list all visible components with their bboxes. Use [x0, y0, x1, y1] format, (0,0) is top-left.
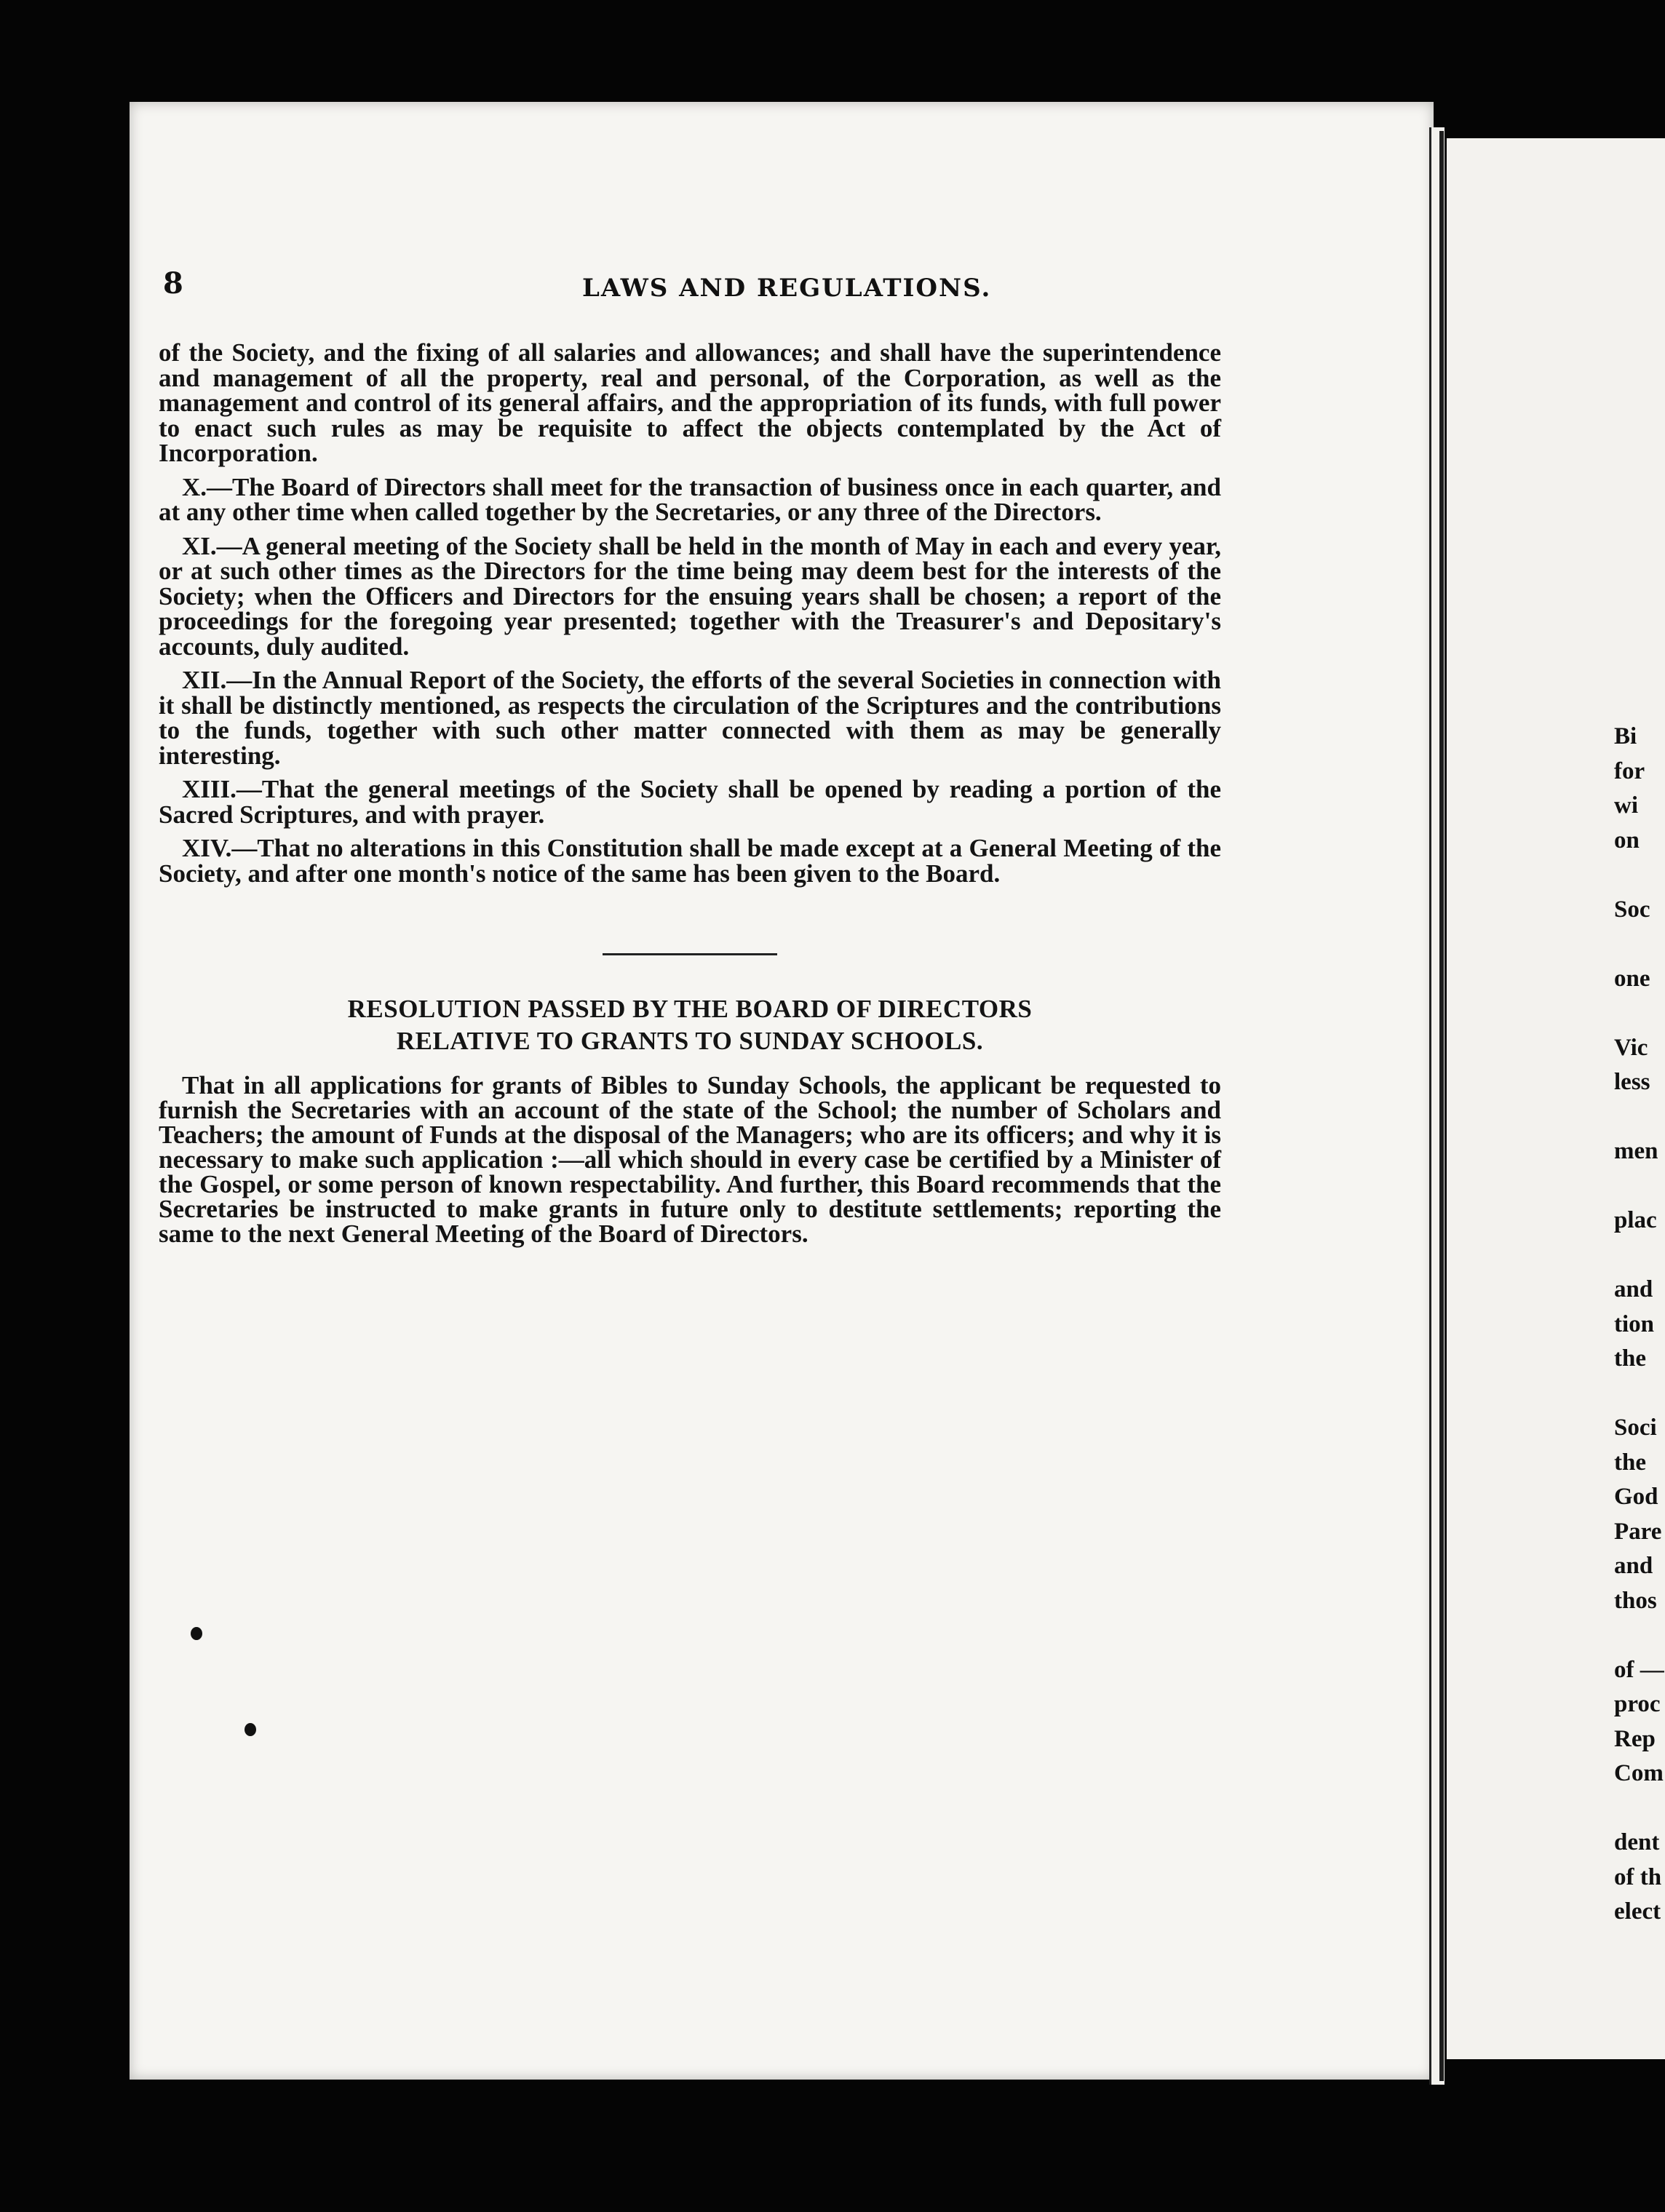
article-x: X.—The Board of Directors shall meet for the transaction of business once in each quarter, and at any other time when called together by the Secretaries, or any three of the Directors. — [159, 472, 1221, 526]
facing-line: plac — [1614, 1207, 1657, 1233]
facing-line: the — [1614, 1345, 1646, 1372]
facing-line: men — [1614, 1138, 1658, 1164]
facing-line: God — [1614, 1484, 1658, 1510]
facing-line: tion — [1614, 1310, 1655, 1337]
facing-line: for — [1614, 757, 1645, 784]
ink-speck — [191, 1627, 202, 1640]
resolution-heading-line-1: RESOLUTION PASSED BY THE BOARD OF DIRECTORS — [347, 995, 1033, 1023]
spine-line — [1439, 131, 1444, 2081]
facing-line: Rep — [1614, 1725, 1656, 1752]
article-xi: XI.—A general meeting of the Society shall be held in the month of May in each and every year, or at such other times as the Directors for the time being may deem best for the interests of the Society; when the Officers and Directors for the ensuing years shall be chosen; a report of the proceedings for the foregoing year presented; together with the Treasurer's and Depositary's accounts, duly audited. — [159, 531, 1221, 661]
article-xiv: XIV.—That no alterations in this Constitution shall be made except at a General Meeting of the Society, and after one month's notice of the same has been given to the Board. — [159, 834, 1221, 888]
facing-page-text — [1614, 720, 1664, 1930]
article-xiii: XIII.—That the general meetings of the Society shall be opened by reading a portion of the Sacred Scriptures, and with prayer. — [159, 775, 1221, 829]
section-divider — [603, 953, 777, 955]
facing-line: Com — [1614, 1760, 1664, 1786]
resolution-heading — [159, 993, 1221, 1057]
facing-line — [1614, 1239, 1664, 1272]
running-title: LAWS AND REGULATIONS. — [582, 274, 992, 303]
facing-line: elect — [1614, 1898, 1661, 1925]
facing-line — [1614, 1101, 1664, 1134]
facing-line: on — [1614, 827, 1640, 854]
facing-line: of — — [1614, 1656, 1664, 1683]
facing-line: Pare — [1614, 1518, 1662, 1545]
facing-line — [1614, 997, 1664, 1030]
facing-line — [1614, 1170, 1664, 1203]
facing-line — [1614, 928, 1664, 960]
facing-line: Soci — [1614, 1415, 1657, 1441]
main-text — [159, 338, 1221, 1255]
facing-line: Bi — [1614, 723, 1637, 749]
article-xii: XII.—In the Annual Report of the Society, the efforts of the several Societies in connection with it shall be distinctly mentioned, as respects the circulation of the Scriptures and the contributions to the funds, together with such other matter connected with them as may be generally interesting. — [159, 666, 1221, 770]
resolution-text: That in all applications for grants of Bibles to Sunday Schools, the applicant be requested to furnish the Secretaries with an account of the state of the School; the number of Scholars and Teachers; the amount of Funds at the disposal of the Managers; who are its officers; and why it is necessary to make such application :—all which should in every case be certified by a Minister of the Gospel, or some person of known respectability. And further, this Board recommends that the Secretaries be instructed to make grants in future only to destitute settlements; reporting the same to the next General Meeting of the Board of Directors. — [159, 1071, 1221, 1248]
facing-line: of th — [1614, 1863, 1662, 1890]
facing-line — [1614, 1619, 1664, 1652]
facing-line: Vic — [1614, 1034, 1648, 1061]
paragraph-continuation: of the Society, and the fixing of all salaries and allowances; and shall have the superintendence and management of all the property, real and personal, of the Corporation, as well as the management and control of its general affairs, and the appropriation of its funds, with full power to enact such rules as may be requisite to affect the objects contemplated by the Act of Incorporation. — [159, 338, 1221, 467]
facing-line: less — [1614, 1069, 1650, 1095]
facing-line: and — [1614, 1276, 1653, 1302]
resolution-heading-line-2: RELATIVE TO GRANTS TO SUNDAY SCHOOLS. — [396, 1027, 984, 1055]
facing-line: and — [1614, 1553, 1653, 1579]
facing-line: one — [1614, 965, 1650, 992]
page-number: 8 — [163, 266, 183, 301]
ink-speck — [245, 1723, 256, 1736]
facing-line: dent — [1614, 1829, 1660, 1855]
facing-line: Soc — [1614, 896, 1650, 923]
facing-line — [1614, 1377, 1664, 1410]
facing-line — [1614, 1792, 1664, 1825]
facing-line: thos — [1614, 1587, 1657, 1614]
facing-line: wi — [1614, 792, 1638, 819]
facing-line — [1614, 859, 1664, 891]
facing-line: proc — [1614, 1691, 1661, 1717]
facing-line: the — [1614, 1449, 1646, 1476]
